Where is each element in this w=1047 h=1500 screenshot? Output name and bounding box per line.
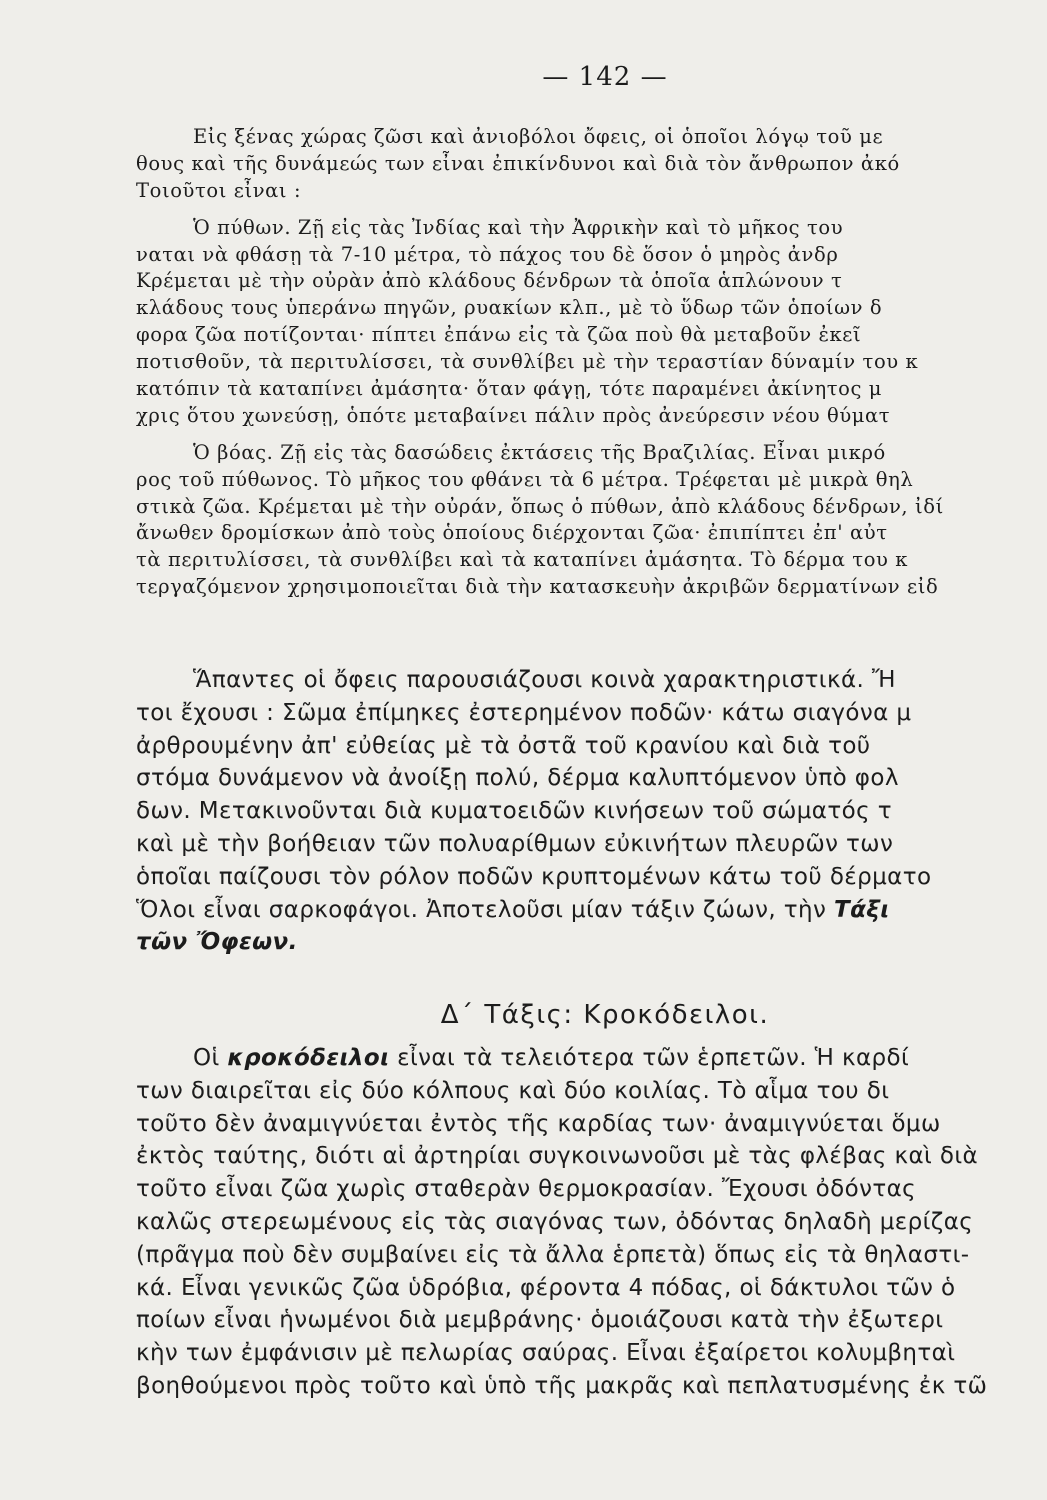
text-line: ἄνωθεν δρομίσκων ἀπὸ τοὺς ὁποίους διέρχονται ζῶα· ἐπιπίπτει ἐπ' αὐτ <box>136 521 888 545</box>
text-line: βοηθούμενοι πρὸς τοῦτο καὶ ὑπὸ τῆς μακρᾶς καὶ πεπλατυσμένης ἐκ τῶ <box>136 1372 988 1399</box>
text-line: Εἰς ξένας χώρας ζῶσι καὶ ἀνιοβόλοι ὄφεις, οἱ ὁποῖοι λόγῳ τοῦ με <box>193 125 884 148</box>
text-line: δων. Μετακινοῦνται διὰ κυματοειδῶν κινήσεων τοῦ σώματός τ <box>136 798 892 825</box>
emphasis-text: Τάξι <box>834 896 890 923</box>
emphasis-line: τῶν Ὄφεων. <box>136 929 298 956</box>
text-line: κὴν των ἐμφάνισιν μὲ πελωρίας σαύρας. Εἶναι ἐξαίρετοι κολυμβηταὶ <box>136 1340 956 1367</box>
text-line: ἐκτὸς ταύτης, διότι αἱ ἀρτηρίαι συγκοινωνοῦσι μὲ τὰς φλέβας καὶ διὰ <box>136 1143 979 1170</box>
text-segment: Ὅλοι εἶναι σαρκοφάγοι. Ἀποτελοῦσι μίαν τάξιν ζώων, τὴν <box>136 896 827 923</box>
emphasis-text: κροκόδειλοι <box>227 1045 390 1071</box>
text-line: Ὁ βόας. Ζῇ εἰς τὰς δασώδεις ἐκτάσεις τῆς Βραζιλίας. Εἶναι μικρό <box>193 440 886 464</box>
snakes-paragraphs <box>136 124 1047 601</box>
text-line: θους καὶ τῆς δυνάμεώς των εἶναι ἐπικίνδυνοι καὶ διὰ τὸν ἄνθρωπον ἀκό <box>136 151 900 175</box>
text-line: χρις ὅτου χωνεύσῃ, ὁπότε μεταβαίνει πάλιν πρὸς ἀνεύρεσιν νέου θύματ <box>136 403 891 427</box>
text-line <box>136 894 1047 927</box>
text-line: ποτισθοῦν, τὰ περιτυλίσσει, τὰ συνθλίβει μὲ τὴν τεραστίαν δύναμίν του κ <box>136 350 919 374</box>
text-line: Τοιοῦτοι εἶναι : <box>136 178 302 202</box>
text-line: κατόπιν τὰ καταπίνει ἀμάσητα· ὅταν φάγῃ, τότε παραμένει ἀκίνητος μ <box>136 377 883 401</box>
text-line: των διαιρεῖται εἰς δύο κόλπους καὶ δύο κοιλίας. Τὸ αἷμα του δι <box>136 1077 890 1104</box>
text-line: κά. Εἶναι γενικῶς ζῶα ὑδρόβια, φέροντα 4 πόδας, οἱ δάκτυλοι τῶν ὁ <box>136 1274 956 1301</box>
text-line: ὁποῖαι παίζουσι τὸν ρόλον ποδῶν κρυπτομένων κάτω τοῦ δέρματο <box>136 863 932 890</box>
text-line: ἀρθρουμένην ἀπ' εὐθείας μὲ τὰ ὀστᾶ τοῦ κρανίου καὶ διὰ τοῦ <box>136 732 871 759</box>
text-line: ναται νὰ φθάσῃ τὰ 7-10 μέτρα, τὸ πάχος του δὲ ὅσον ὁ μηρὸς ἀνδρ <box>136 242 839 266</box>
text-line: (πρᾶγμα ποὺ δὲν συμβαίνει εἰς τὰ ἄλλα ἑρπετὰ) ὅπως εἰς τὰ θηλαστι- <box>136 1241 970 1268</box>
text-line: φορα ζῶα ποτίζονται· πίπτει ἐπάνω εἰς τὰ ζῶα ποὺ θὰ μεταβοῦν ἐκεῖ <box>136 323 862 347</box>
text-segment: εἶναι τὰ τελειότερα τῶν ἑρπετῶν. Ἡ καρδί <box>397 1045 910 1071</box>
text-line: κλάδους τους ὑπεράνω πηγῶν, ρυακίων κλπ., μὲ τὸ ὕδωρ τῶν ὁποίων δ <box>136 296 883 320</box>
section-heading: Δ΄ Τάξις: Κροκόδειλοι. <box>440 1000 770 1030</box>
text-line: καλῶς στερεωμένους εἰς τὰς σιαγόνας των, ὀδόντας δηλαδὴ μερίζας <box>136 1208 974 1235</box>
text-line <box>136 1042 1047 1075</box>
text-line: τὰ περιτυλίσσει, τὰ συνθλίβει καὶ τὰ καταπίνει ἀμάσητα. Τὸ δέρμα του κ <box>136 548 909 572</box>
snake-characteristics-paragraph <box>136 664 1047 959</box>
text-line: Ἅπαντες οἱ ὄφεις παρουσιάζουσι κοινὰ χαρακτηριστικά. Ἤ <box>193 667 896 693</box>
text-line: στικὰ ζῶα. Κρέμεται μὲ τὴν οὐράν, ὅπως ὁ πύθων, ἀπὸ κλάδους δένδρων, ἰδί <box>136 494 944 518</box>
text-line: Ὁ πύθων. Ζῇ εἰς τὰς Ἰνδίας καὶ τὴν Ἀφρικὴν καὶ τὸ μῆκος του <box>193 215 844 239</box>
text-line: τοῦτο δὲν ἀναμιγνύεται ἐντὸς τῆς καρδίας των· ἀναμιγνύεται ὅμω <box>136 1110 941 1137</box>
text-line: τοι ἔχουσι : Σῶμα ἐπίμηκες ἐστερημένον ποδῶν· κάτω σιαγόνα μ <box>136 699 912 726</box>
page-number: — 142 — <box>542 62 668 92</box>
text-line: ποίων εἶναι ἡνωμένοι διὰ μεμβράνης· ὁμοιάζουσι κατὰ τὴν ἐξωτερι <box>136 1307 944 1334</box>
text-line: Κρέμεται μὲ τὴν οὐρὰν ἀπὸ κλάδους δένδρων τὰ ὁποῖα ἁπλώνουν τ <box>136 269 843 293</box>
text-line: ρος τοῦ πύθωνος. Τὸ μῆκος του φθάνει τὰ 6 μέτρα. Τρέφεται μὲ μικρὰ θηλ <box>136 467 914 491</box>
text-line: τεργαζόμενον χρησιμοποιεῖται διὰ τὴν κατασκευὴν ἀκριβῶν δερματίνων εἰδ <box>136 575 939 599</box>
crocodiles-paragraph <box>136 1042 1047 1403</box>
text-line: τοῦτο εἶναι ζῶα χωρὶς σταθερὰν θερμοκρασίαν. Ἔχουσι ὀδόντας <box>136 1176 917 1203</box>
text-segment: Οἱ <box>193 1045 220 1071</box>
text-line: στόμα δυνάμενον νὰ ἀνοίξῃ πολύ, δέρμα καλυπτόμενον ὑπὸ φολ <box>136 765 899 792</box>
text-line: καὶ μὲ τὴν βοήθειαν τῶν πολυαρίθμων εὐκινήτων πλευρῶν των <box>136 830 894 857</box>
